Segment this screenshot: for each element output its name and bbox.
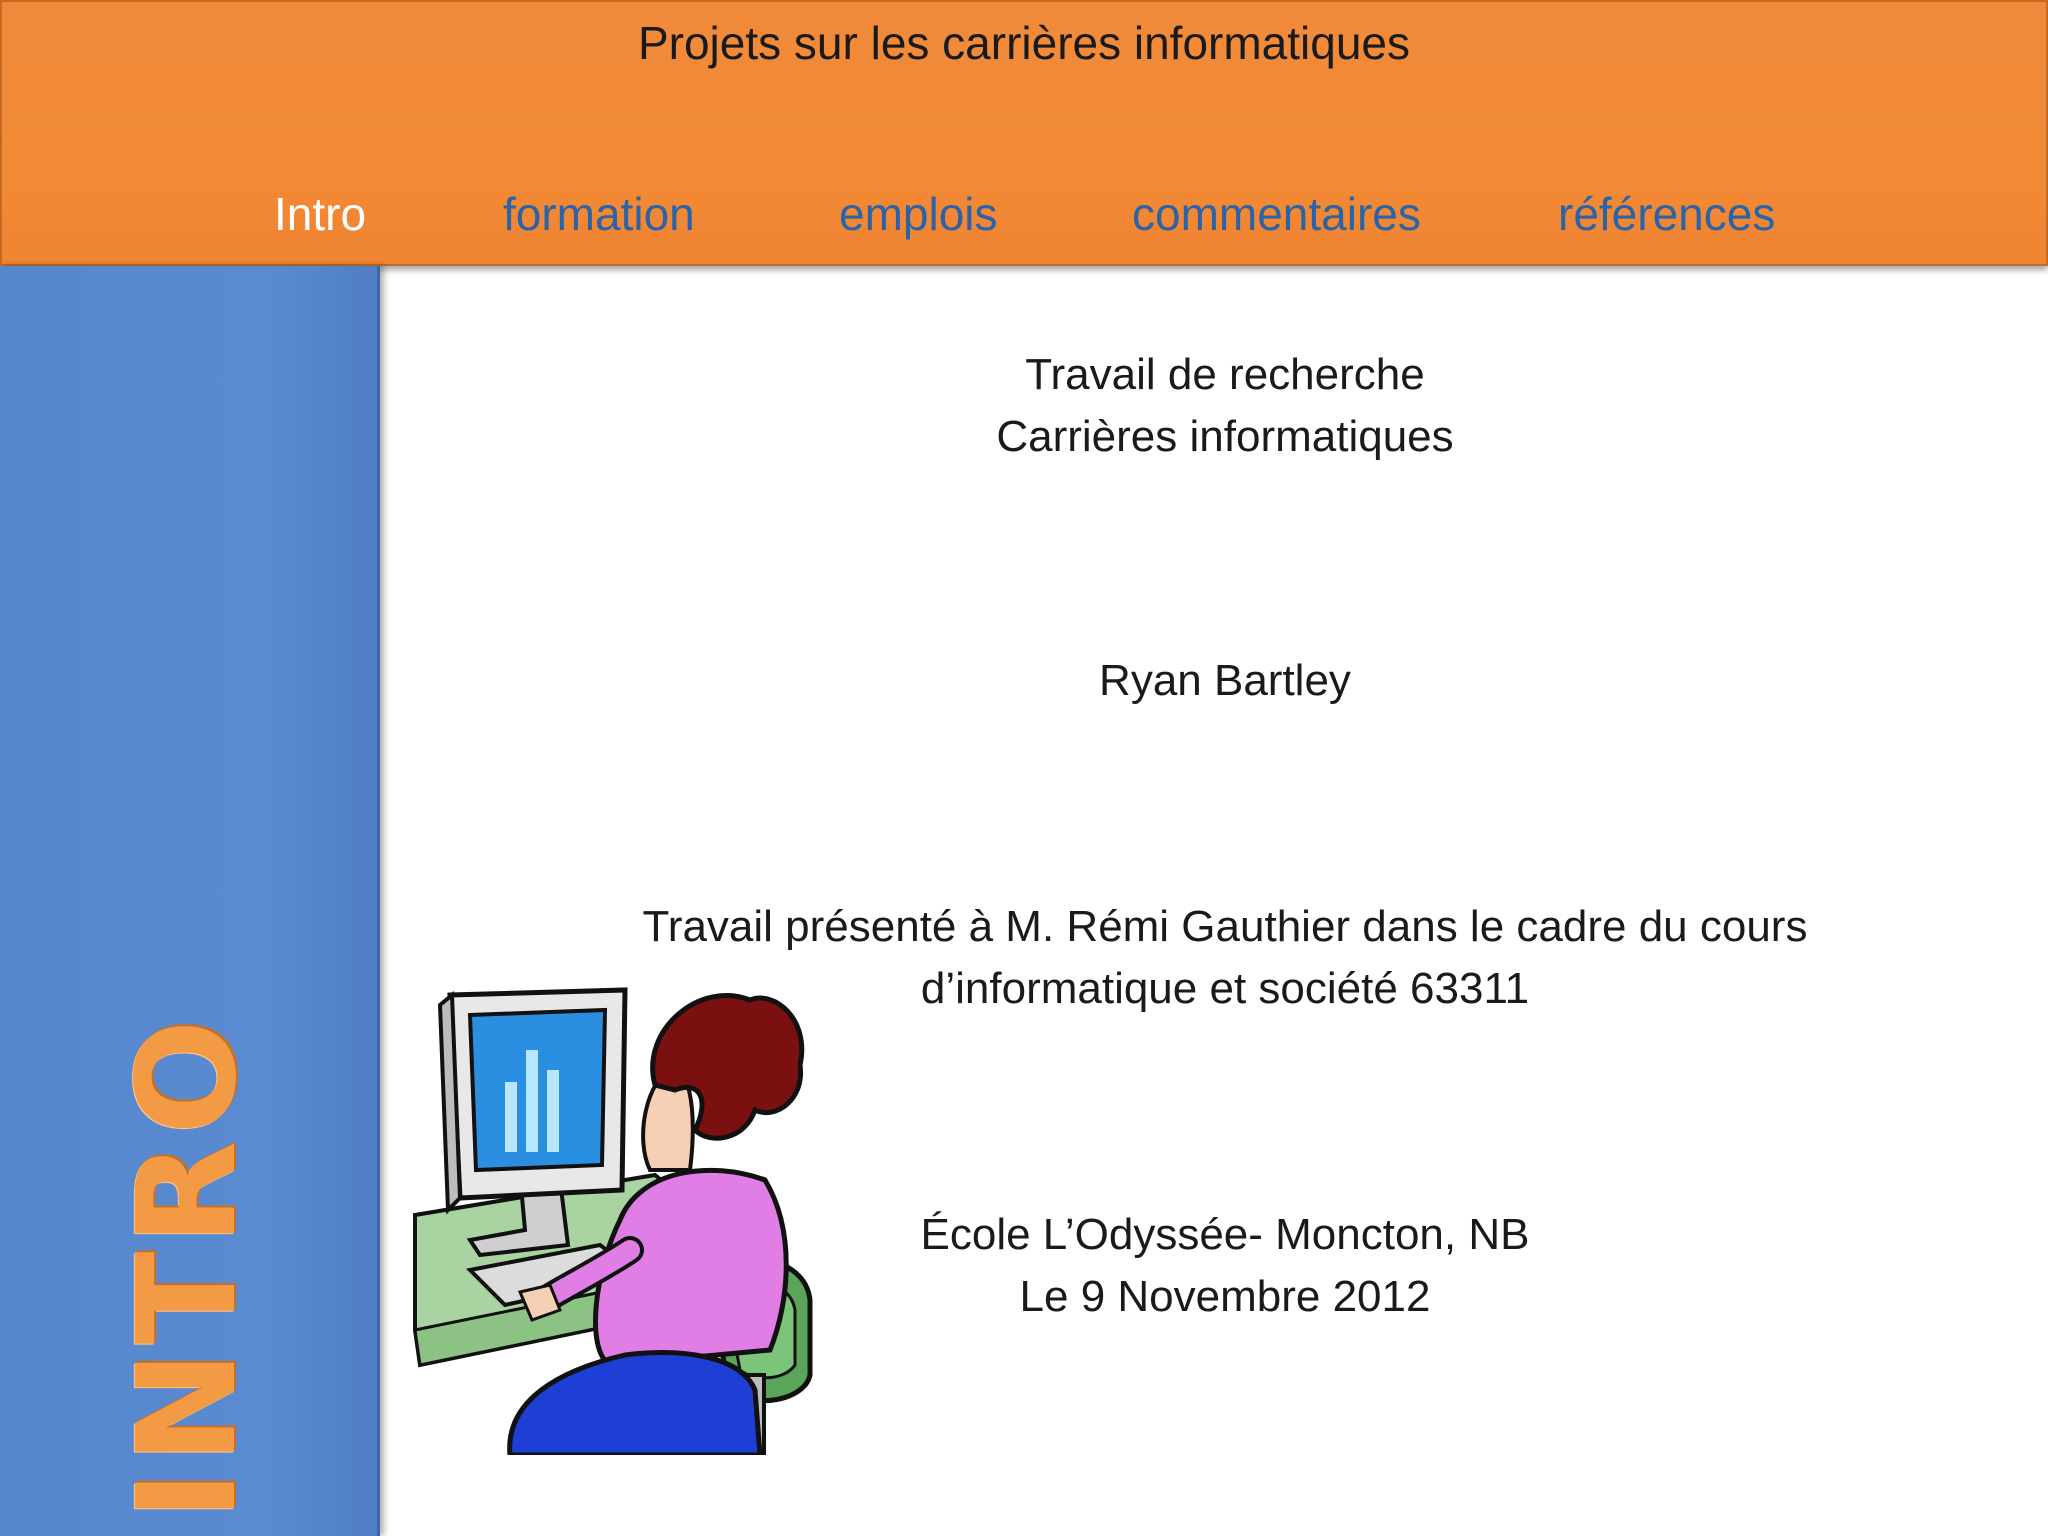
nav-item-references[interactable]: références: [1558, 188, 1776, 240]
header-banner: [0, 0, 2048, 266]
sidebar: [0, 266, 380, 1536]
title-line-1: Travail de recherche: [1025, 350, 1425, 399]
main-nav: [2, 187, 2046, 247]
nav-item-commentaires[interactable]: commentaires: [1132, 188, 1421, 240]
sidebar-section-label: INTRO: [109, 1013, 267, 1521]
presented-line-2: d’informatique et société 63311: [920, 964, 1530, 1013]
nav-item-formation[interactable]: formation: [503, 188, 695, 240]
research-title: [560, 344, 1890, 468]
page-title: Projets sur les carrières informatiques: [637, 17, 1411, 69]
presented-line-1: Travail présenté à M. Rémi Gauthier dans le cadre du cours: [642, 902, 1808, 951]
date-line: Le 9 Novembre 2012: [1019, 1272, 1431, 1321]
nav-item-emplois[interactable]: emplois: [839, 188, 998, 240]
title-line-2: Carrières informatiques: [996, 412, 1454, 461]
school-line-1: École L’Odyssée- Moncton, NB: [920, 1210, 1530, 1259]
author-name: [560, 650, 1890, 712]
nav-item-intro[interactable]: Intro: [274, 188, 367, 240]
author-line: Ryan Bartley: [1099, 656, 1351, 705]
woman-at-computer-illustration: [410, 970, 830, 1455]
